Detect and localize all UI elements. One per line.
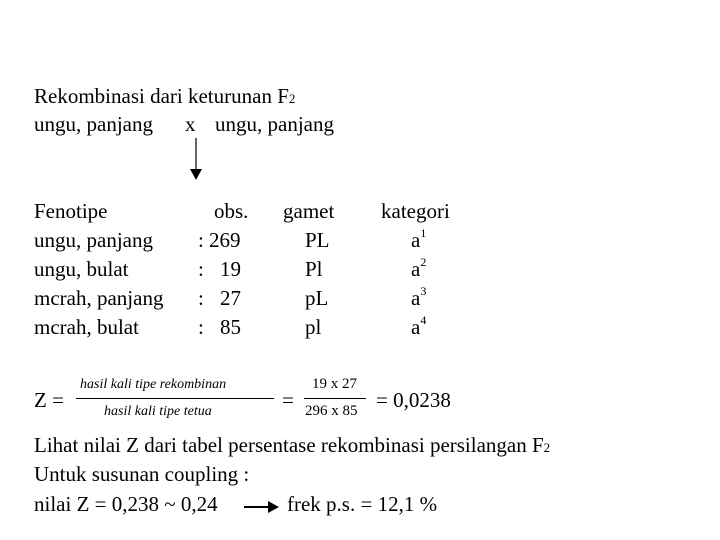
row4-kategori (411, 313, 427, 339)
row1-gamet: PL (305, 228, 330, 252)
row2-colon: : (198, 257, 204, 281)
formula-frac1-denominator: hasil kali tipe tetua (104, 404, 212, 419)
note-line1 (34, 435, 550, 456)
row3-kategori-sup: 3 (420, 284, 427, 298)
row3-gamet: pL (305, 286, 329, 310)
formula-result: = 0,0238 (376, 388, 451, 412)
row2-fenotipe: ungu, bulat (34, 257, 129, 281)
formula-frac2-numerator: 19 x 27 (312, 376, 357, 392)
formula-frac1-numerator: hasil kali tipe rekombinan (80, 377, 227, 392)
row2-kategori (411, 255, 427, 281)
row3-kategori (411, 284, 427, 310)
formula-frac2-bar (304, 398, 366, 399)
note-line3-left: nilai Z = 0,238 ~ 0,24 (34, 492, 218, 516)
title (34, 86, 295, 107)
row3-kategori-base: a (411, 286, 421, 310)
formula-frac2-denominator: 296 x 85 (305, 403, 358, 419)
row3-fenotipe: mcrah, panjang (34, 286, 164, 310)
formula-equals: = (282, 388, 294, 412)
row4-gamet: pl (305, 315, 322, 339)
note-line2: Untuk susunan coupling : (34, 462, 250, 486)
row1-kategori (411, 226, 427, 252)
header-gamet: gamet (283, 199, 335, 223)
row2-gamet: Pl (305, 257, 323, 281)
title-subscript: 2 (288, 91, 296, 106)
title-text: Rekombinasi dari keturunan F (34, 84, 289, 108)
row4-kategori-base: a (411, 315, 421, 339)
cross-right: ungu, panjang (215, 112, 334, 136)
formula-frac1-bar (76, 398, 274, 399)
row4-obs: 85 (220, 315, 241, 339)
note-line1-text: Lihat nilai Z dari tabel persentase rekombinasi persilangan F (34, 433, 544, 457)
row1-kategori-sup: 1 (420, 226, 427, 240)
down-arrow-icon (186, 138, 206, 182)
row2-kategori-sup: 2 (420, 255, 427, 269)
row4-kategori-sup: 4 (420, 313, 427, 327)
row1-kategori-base: a (411, 228, 421, 252)
right-arrow-icon (244, 500, 280, 514)
header-fenotipe: Fenotipe (34, 199, 108, 223)
row3-obs: 27 (220, 286, 241, 310)
note-line1-subscript: 2 (543, 440, 551, 455)
row3-colon: : (198, 286, 204, 310)
row1-obs: 269 (209, 228, 241, 252)
row4-colon: : (198, 315, 204, 339)
formula-lhs: Z = (34, 388, 64, 412)
row2-obs: 19 (220, 257, 241, 281)
note-line3-right: frek p.s. = 12,1 % (287, 492, 438, 516)
header-obs: obs. (214, 199, 249, 223)
header-kategori: kategori (381, 199, 450, 223)
row1-fenotipe: ungu, panjang (34, 228, 153, 252)
row1-colon: : (198, 228, 204, 252)
cross-operator: x (185, 112, 196, 136)
cross-left: ungu, panjang (34, 112, 153, 136)
row4-fenotipe: mcrah, bulat (34, 315, 139, 339)
row2-kategori-base: a (411, 257, 421, 281)
